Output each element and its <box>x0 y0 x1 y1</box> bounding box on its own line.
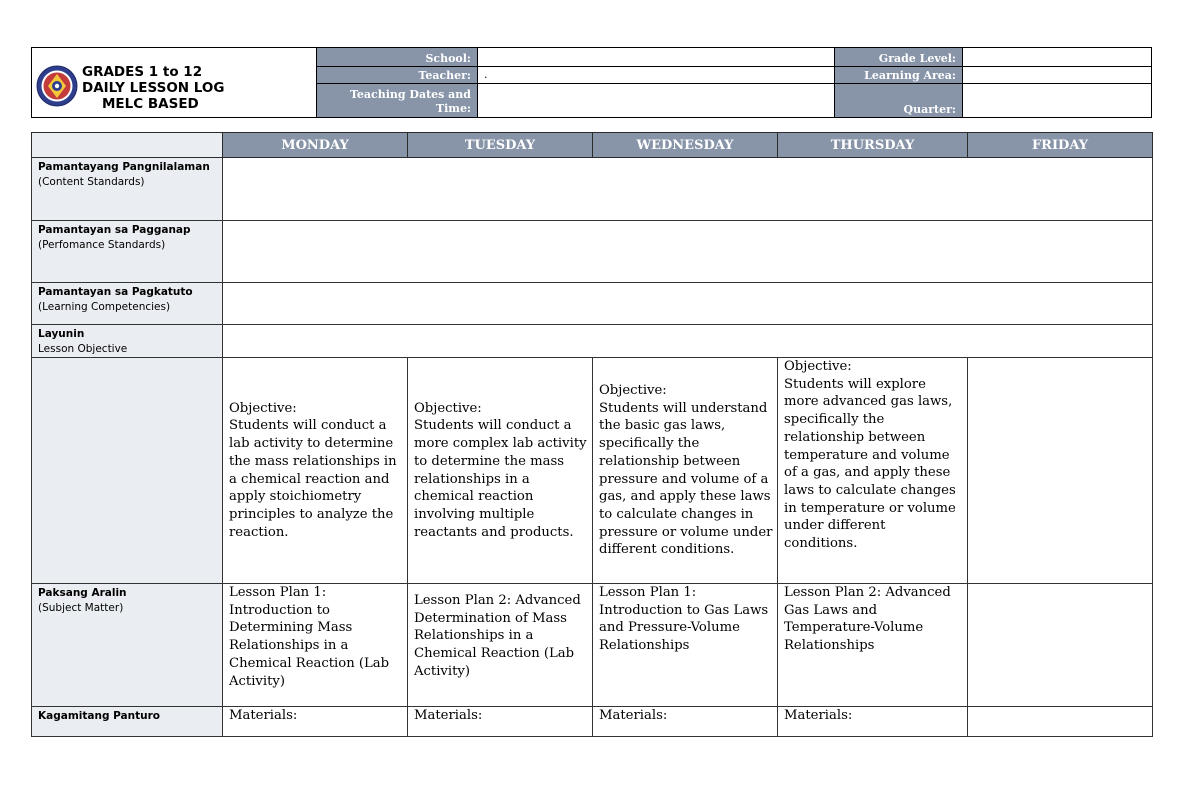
title-line-1: GRADES 1 to 12 <box>82 64 203 80</box>
objective-header-cell[interactable] <box>223 325 1153 358</box>
dates-label: Teaching Dates and Time: <box>317 84 477 117</box>
materials-wednesday[interactable]: Materials: <box>593 707 778 737</box>
objective-cell-friday[interactable] <box>968 358 1153 584</box>
dll-title <box>82 64 312 112</box>
objective-heading: Objective: <box>414 400 482 416</box>
row-title: Paksang Aralin <box>38 587 127 599</box>
objective-label-row <box>32 325 1153 358</box>
subject-matter-row <box>32 584 1153 707</box>
title-line-3: MELC BASED <box>102 96 199 112</box>
materials-monday[interactable]: Materials: <box>223 707 408 737</box>
objective-text: Students will explore more advanced gas laws, specifically the relationship between temperature and volume of a gas, and apply these laws to calculate changes in temperature or volume under different conditions. <box>784 376 956 552</box>
objective-cell-monday[interactable] <box>223 358 408 584</box>
content-standards-label <box>32 158 223 221</box>
learning-competencies-label <box>32 283 223 325</box>
row-title: Pamantayan sa Pagganap <box>38 224 191 236</box>
day-header-friday: FRIDAY <box>968 133 1153 158</box>
objective-cell-thursday[interactable] <box>778 358 968 584</box>
content-standards-cell[interactable] <box>223 158 1153 221</box>
objective-label <box>32 325 223 358</box>
learning-area-label: Learning Area: <box>834 67 962 84</box>
row-title: Pamantayang Pangnilalaman <box>38 161 210 173</box>
learning-competencies-row <box>32 283 1153 325</box>
row-subtitle: (Perfomance Standards) <box>38 239 166 251</box>
title-line-2: DAILY LESSON LOG <box>82 80 225 96</box>
performance-standards-cell[interactable] <box>223 221 1153 283</box>
quarter-field[interactable] <box>962 84 1151 117</box>
teacher-field[interactable]: . <box>477 67 834 84</box>
subject-matter-label <box>32 584 223 707</box>
day-header-tuesday: TUESDAY <box>408 133 593 158</box>
content-standards-row <box>32 158 1153 221</box>
day-header-row <box>32 133 1153 158</box>
learning-competencies-cell[interactable] <box>223 283 1153 325</box>
row-title: Kagamitang Panturo <box>38 710 160 722</box>
day-header-wednesday: WEDNESDAY <box>593 133 778 158</box>
row-subtitle: (Subject Matter) <box>38 602 124 614</box>
objective-heading: Objective: <box>599 382 667 398</box>
daily-lesson-log-table <box>31 132 1153 737</box>
subject-matter-tuesday[interactable]: Lesson Plan 2: Advanced Determination of Mass Relationships in a Chemical Reaction (Lab Activity) <box>408 584 593 707</box>
materials-label <box>32 707 223 737</box>
materials-friday[interactable] <box>968 707 1153 737</box>
grade-level-label: Grade Level: <box>834 48 962 67</box>
deped-seal-icon <box>36 65 78 107</box>
quarter-label: Quarter: <box>834 84 962 117</box>
row-title: Pamantayan sa Pagkatuto <box>38 286 193 298</box>
subject-matter-monday[interactable]: Lesson Plan 1: Introduction to Determining Mass Relationships in a Chemical Reaction (Lab Activity) <box>223 584 408 707</box>
row-title: Layunin <box>38 328 85 340</box>
day-header-thursday: THURSDAY <box>778 133 968 158</box>
day-header-monday: MONDAY <box>223 133 408 158</box>
dates-field[interactable] <box>477 84 834 117</box>
learning-area-field[interactable] <box>962 67 1151 84</box>
grade-level-field[interactable] <box>962 48 1151 67</box>
teacher-label: Teacher: <box>317 67 477 84</box>
performance-standards-label <box>32 221 223 283</box>
brand-block <box>32 48 317 117</box>
subject-matter-friday[interactable] <box>968 584 1153 707</box>
objective-heading: Objective: <box>784 359 852 374</box>
row-subtitle: (Content Standards) <box>38 176 145 188</box>
school-label: School: <box>317 48 477 67</box>
objective-text: Students will conduct a lab activity to determine the mass relationships in a chemical reaction and apply stoichiometry principles to analyze the reaction. <box>229 418 397 540</box>
objective-text: Students will conduct a more complex lab activity to determine the mass relationships in a chemical reaction involving multiple reactants and products. <box>414 418 587 540</box>
materials-thursday[interactable]: Materials: <box>778 707 968 737</box>
materials-row <box>32 707 1153 737</box>
objectives-label-blank <box>32 358 223 584</box>
materials-tuesday[interactable]: Materials: <box>408 707 593 737</box>
subject-matter-thursday[interactable]: Lesson Plan 2: Advanced Gas Laws and Temperature-Volume Relationships <box>778 584 968 707</box>
objective-cell-wednesday[interactable] <box>593 358 778 584</box>
corner-cell <box>32 133 223 158</box>
objective-cell-tuesday[interactable] <box>408 358 593 584</box>
dll-header <box>31 47 1152 118</box>
objective-text: Students will understand the basic gas laws, specifically the relationship between pressure and volume of a gas, and apply these laws to calculate changes in pressure or volume under different conditions. <box>599 400 773 558</box>
objective-heading: Objective: <box>229 400 297 416</box>
performance-standards-row <box>32 221 1153 283</box>
row-subtitle: (Learning Competencies) <box>38 301 171 313</box>
subject-matter-wednesday[interactable]: Lesson Plan 1: Introduction to Gas Laws and Pressure-Volume Relationships <box>593 584 778 707</box>
school-field[interactable] <box>477 48 834 67</box>
row-subtitle: Lesson Objective <box>38 343 128 355</box>
objectives-row <box>32 358 1153 584</box>
